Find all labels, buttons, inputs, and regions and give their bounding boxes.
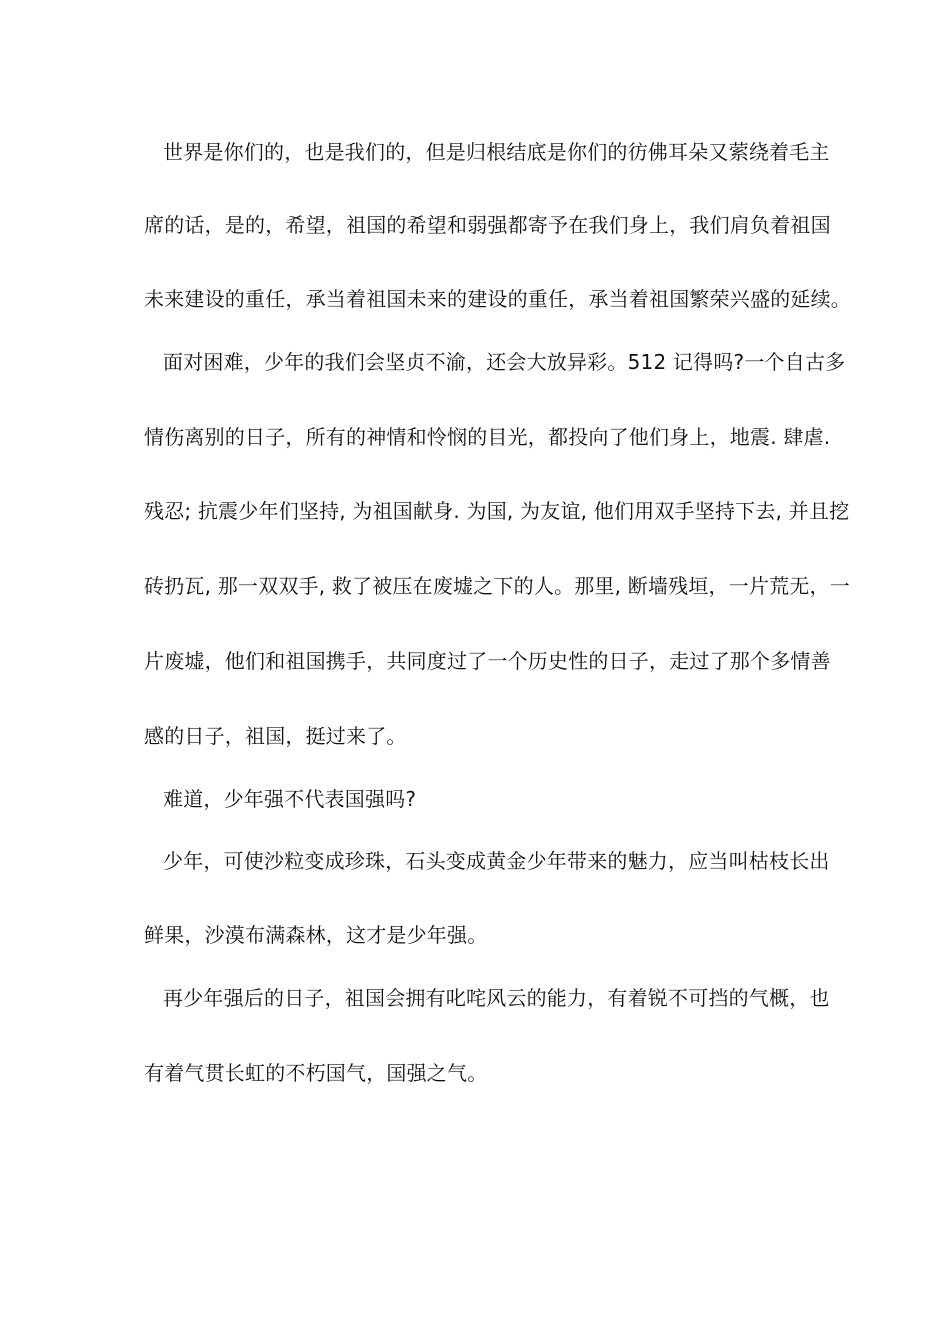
paragraph-1-line-1: 世界是你们的，也是我们的，但是归根结底是你们的彷佛耳朵又萦绕着毛主	[163, 140, 830, 164]
paragraph-1-line-2: 席的话，是的，希望，祖国的希望和弱强都寄予在我们身上，我们肩负着祖国	[144, 213, 831, 237]
paragraph-4-line-2: 鲜果，沙漠布满森林，这才是少年强。	[144, 923, 488, 947]
paragraph-2-line-1: 面对困难，少年的我们会坚贞不渝，还会大放异彩。512 记得吗?一个自古多	[163, 350, 846, 374]
paragraph-2-line-6: 感的日子，祖国，挺过来了。	[144, 724, 407, 748]
paragraph-5-line-1: 再少年强后的日子，祖国会拥有叱咤风云的能力，有着锐不可挡的气概，也	[163, 986, 830, 1010]
paragraph-2-line-4: 砖扔瓦, 那一双双手, 救了被压在废墟之下的人。那里, 断墙残垣，一片荒无，一	[144, 574, 850, 598]
paragraph-2-line-2: 情伤离别的日子，所有的神情和怜悯的目光，都投向了他们身上，地震. 肆虐.	[144, 425, 831, 449]
paragraph-2-line-3: 残忍; 抗震少年们坚持, 为祖国献身. 为国, 为友谊, 他们用双手坚持下去, 并且挖	[144, 499, 850, 523]
paragraph-5-line-2: 有着气贯长虹的不朽国气，国强之气。	[144, 1061, 488, 1085]
paragraph-4-line-1: 少年，可使沙粒变成珍珠，石头变成黄金少年带来的魅力，应当叫枯枝长出	[163, 849, 830, 873]
paragraph-2-line-5: 片废墟，他们和祖国携手，共同度过了一个历史性的日子，走过了那个多情善	[144, 649, 831, 673]
paragraph-3-line-1: 难道，少年强不代表国强吗?	[163, 787, 417, 811]
paragraph-1-line-3: 未来建设的重任，承当着祖国未来的建设的重任，承当着祖国繁荣兴盛的延续。	[144, 287, 851, 311]
